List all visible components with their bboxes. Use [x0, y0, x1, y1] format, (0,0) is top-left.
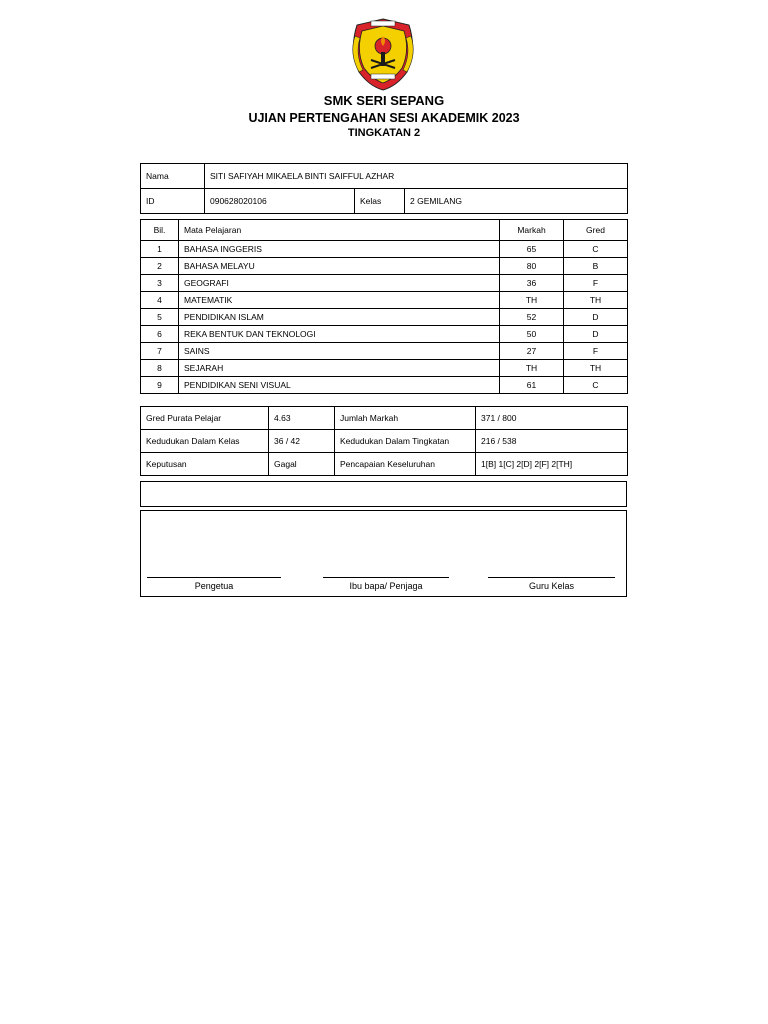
class-rank-label: Kedudukan Dalam Kelas	[141, 430, 269, 453]
subject-marks: 80	[500, 258, 564, 275]
table-row	[141, 258, 628, 275]
subject-name: BAHASA MELAYU	[179, 258, 500, 275]
result-label: Keputusan	[141, 453, 269, 476]
total-label: Jumlah Markah	[335, 407, 476, 430]
row-number: 1	[141, 241, 179, 258]
subject-name: BAHASA INGGERIS	[179, 241, 500, 258]
exam-title: UJIAN PERTENGAHAN SESI AKADEMIK 2023	[248, 111, 520, 125]
marks-table	[140, 219, 628, 394]
row-number: 4	[141, 292, 179, 309]
class-rank-value: 36 / 42	[269, 430, 335, 453]
subject-grade: F	[564, 343, 628, 360]
table-row	[141, 241, 628, 258]
parent-label: Ibu bapa/ Penjaga	[349, 581, 423, 591]
principal-signature-line	[147, 577, 281, 578]
header-marks: Markah	[500, 220, 564, 241]
header-subject: Mata Pelajaran	[179, 220, 500, 241]
subject-marks: 52	[500, 309, 564, 326]
subject-grade: B	[564, 258, 628, 275]
parent-signature-line	[323, 577, 449, 578]
subject-grade: F	[564, 275, 628, 292]
subject-name: SEJARAH	[179, 360, 500, 377]
form-level: TINGKATAN 2	[347, 127, 421, 139]
teacher-label: Guru Kelas	[528, 581, 575, 591]
form-rank-value: 216 / 538	[476, 430, 628, 453]
form-rank-label: Kedudukan Dalam Tingkatan	[335, 430, 476, 453]
table-row	[141, 309, 628, 326]
row-number: 7	[141, 343, 179, 360]
table-row	[141, 326, 628, 343]
school-crest-icon	[347, 16, 419, 92]
header-grade: Gred	[564, 220, 628, 241]
subject-name: PENDIDIKAN ISLAM	[179, 309, 500, 326]
table-row	[141, 360, 628, 377]
subject-name: PENDIDIKAN SENI VISUAL	[179, 377, 500, 394]
subject-marks: TH	[500, 292, 564, 309]
subject-marks: 36	[500, 275, 564, 292]
subject-grade: C	[564, 241, 628, 258]
principal-label: Pengetua	[194, 581, 234, 591]
remarks-box	[140, 481, 627, 507]
subject-name: SAINS	[179, 343, 500, 360]
subject-marks: TH	[500, 360, 564, 377]
subject-name: REKA BENTUK DAN TEKNOLOGI	[179, 326, 500, 343]
achievement-label: Pencapaian Keseluruhan	[335, 453, 476, 476]
achievement-value: 1[B] 1[C] 2[D] 2[F] 2[TH]	[476, 453, 628, 476]
row-number: 2	[141, 258, 179, 275]
row-number: 5	[141, 309, 179, 326]
row-number: 3	[141, 275, 179, 292]
signature-box	[140, 510, 627, 597]
subject-name: MATEMATIK	[179, 292, 500, 309]
row-number: 9	[141, 377, 179, 394]
row-number: 8	[141, 360, 179, 377]
table-row	[141, 292, 628, 309]
name-label: Nama	[141, 164, 205, 189]
subject-name: GEOGRAFI	[179, 275, 500, 292]
subject-grade: TH	[564, 360, 628, 377]
student-class: 2 GEMILANG	[405, 189, 628, 214]
class-label: Kelas	[355, 189, 405, 214]
table-row	[141, 275, 628, 292]
row-number: 6	[141, 326, 179, 343]
student-id: 090628020106	[205, 189, 355, 214]
gpa-value: 4.63	[269, 407, 335, 430]
header-bil: Bil.	[141, 220, 179, 241]
gpa-label: Gred Purata Pelajar	[141, 407, 269, 430]
id-label: ID	[141, 189, 205, 214]
teacher-signature-line	[488, 577, 615, 578]
table-row	[141, 377, 628, 394]
subject-grade: C	[564, 377, 628, 394]
school-name: SMK SERI SEPANG	[323, 93, 445, 108]
total-value: 371 / 800	[476, 407, 628, 430]
result-value: Gagal	[269, 453, 335, 476]
subject-grade: TH	[564, 292, 628, 309]
subject-marks: 61	[500, 377, 564, 394]
summary-table	[140, 406, 628, 476]
subject-marks: 27	[500, 343, 564, 360]
subject-marks: 50	[500, 326, 564, 343]
subject-marks: 65	[500, 241, 564, 258]
student-info-table	[140, 163, 628, 214]
subject-grade: D	[564, 309, 628, 326]
student-name: SITI SAFIYAH MIKAELA BINTI SAIFFUL AZHAR	[205, 164, 628, 189]
table-row	[141, 343, 628, 360]
subject-grade: D	[564, 326, 628, 343]
